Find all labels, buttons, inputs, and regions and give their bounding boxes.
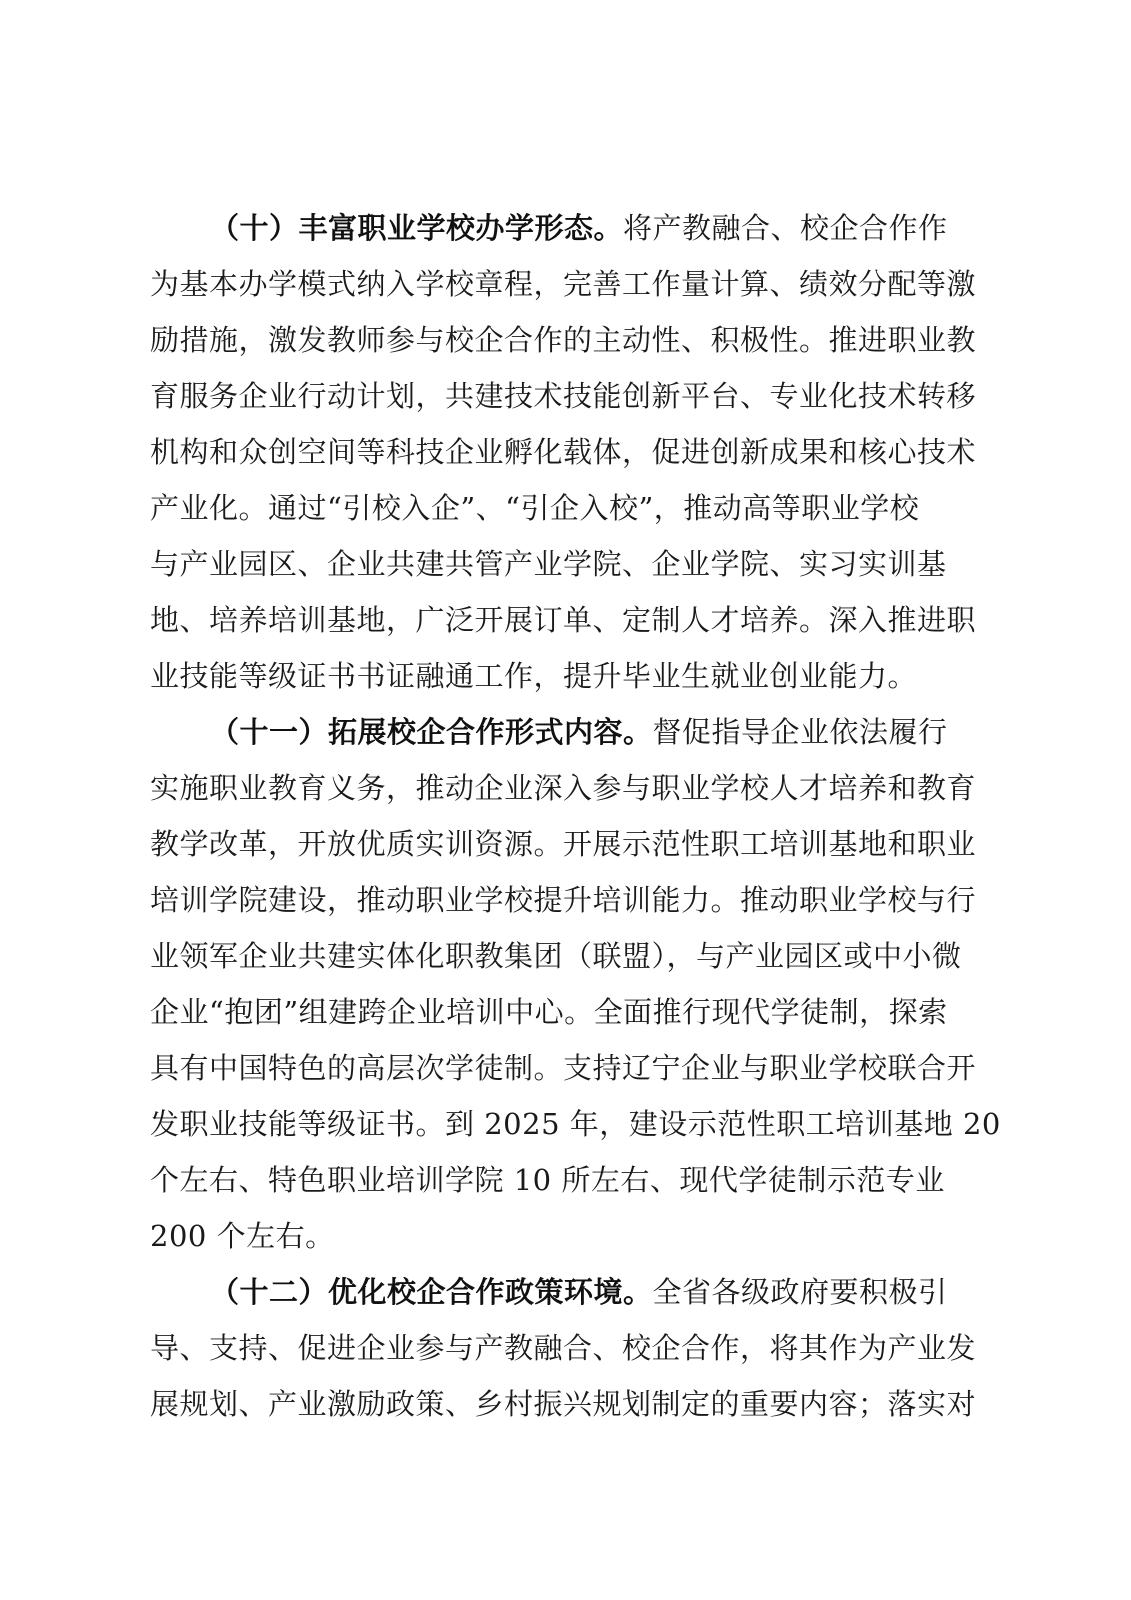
line-text: 产业化。通过“引校入企”、“引企入校”，推动高等职业学校 bbox=[150, 491, 920, 525]
line-text: 培训学院建设，推动职业学校提升培训能力。推动职业学校与行 bbox=[150, 883, 977, 917]
paragraph-10-line-3 bbox=[150, 312, 976, 368]
line-text: 业领军企业共建实体化职教集团（联盟），与产业园区或中小微 bbox=[150, 939, 962, 973]
paragraph-11-line-6 bbox=[150, 984, 948, 1040]
paragraph-11-line-9 bbox=[150, 1152, 945, 1208]
paragraph-11-line-10 bbox=[150, 1208, 335, 1264]
paragraph-10-line-5 bbox=[150, 424, 976, 480]
line-text: 企业“抱团”组建跨企业培训中心。全面推行现代学徒制，探索 bbox=[150, 995, 948, 1029]
line-text: 地、培养培训基地，广泛开展订单、定制人才培养。深入推进职 bbox=[150, 603, 977, 637]
line-text: 教学改革，开放优质实训资源。开展示范性职工培训基地和职业 bbox=[150, 827, 977, 861]
line-text: 具有中国特色的高层次学徒制。支持辽宁企业与职业学校联合开 bbox=[150, 1051, 977, 1085]
paragraph-12-line-2 bbox=[150, 1320, 976, 1376]
line-text: 为基本办学模式纳入学校章程，完善工作量计算、绩效分配等激 bbox=[150, 267, 977, 301]
line-text: 督促指导企业依法履行 bbox=[652, 715, 948, 749]
section-12-heading: （十二）优化校企合作政策环境。 bbox=[210, 1275, 653, 1309]
paragraph-12-line-3 bbox=[150, 1376, 976, 1432]
paragraph-11-line-5 bbox=[150, 928, 962, 984]
paragraph-10-line-6 bbox=[150, 480, 919, 536]
line-text: 业技能等级证书书证融通工作，提升毕业生就业创业能力。 bbox=[150, 659, 918, 693]
line-text: 实施职业教育义务，推动企业深入参与职业学校人才培养和教育 bbox=[150, 771, 977, 805]
paragraph-11-line-1 bbox=[210, 704, 948, 760]
section-11-heading: （十一）拓展校企合作形式内容。 bbox=[210, 715, 653, 749]
paragraph-10-line-9 bbox=[150, 648, 917, 704]
line-text: 个左右、特色职业培训学院 10 所左右、现代学徒制示范专业 bbox=[150, 1163, 945, 1197]
paragraph-11-line-3 bbox=[150, 816, 976, 872]
line-text: 育服务企业行动计划，共建技术技能创新平台、专业化技术转移 bbox=[150, 379, 977, 413]
line-text: 发职业技能等级证书。到 2025 年，建设示范性职工培训基地 20 bbox=[150, 1107, 1001, 1141]
line-text: 励措施，激发教师参与校企合作的主动性、积极性。推进职业教 bbox=[150, 323, 977, 357]
line-text: 展规划、产业激励政策、乡村振兴规划制定的重要内容；落实对 bbox=[150, 1387, 977, 1421]
paragraph-11-line-4 bbox=[150, 872, 976, 928]
paragraph-10-line-8 bbox=[150, 592, 976, 648]
paragraph-11-line-8 bbox=[150, 1096, 1001, 1152]
line-text: 导、支持、促进企业参与产教融合、校企合作，将其作为产业发 bbox=[150, 1331, 977, 1365]
line-text: 将产教融合、校企合作作 bbox=[623, 211, 948, 245]
section-10-heading: （十）丰富职业学校办学形态。 bbox=[210, 211, 624, 245]
paragraph-10-line-2 bbox=[150, 256, 976, 312]
paragraph-10-line-1 bbox=[210, 200, 948, 256]
paragraph-11-line-2 bbox=[150, 760, 976, 816]
paragraph-10-line-7 bbox=[150, 536, 947, 592]
paragraph-11-line-7 bbox=[150, 1040, 976, 1096]
line-text: 机构和众创空间等科技企业孵化载体，促进创新成果和核心技术 bbox=[150, 435, 977, 469]
paragraph-12-line-1 bbox=[210, 1264, 948, 1320]
line-text: 与产业园区、企业共建共管产业学院、企业学院、实习实训基 bbox=[150, 547, 947, 581]
line-text: 200 个左右。 bbox=[150, 1219, 335, 1253]
line-text: 全省各级政府要积极引 bbox=[652, 1275, 948, 1309]
paragraph-10-line-4 bbox=[150, 368, 976, 424]
